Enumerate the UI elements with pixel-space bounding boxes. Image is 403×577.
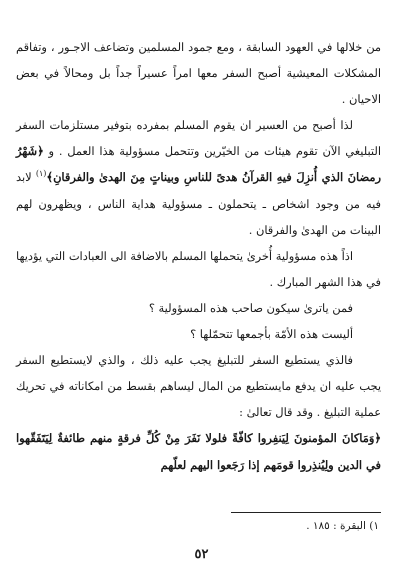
paragraph-2 [16, 112, 381, 242]
paragraph-5: فالذي يستطيع السفر للتبليغ يجب عليه ذلك ، والذي لايستطيع السفر يجب عليه ان يدفع مايستطيع من المال ليساهم بقسط من امكاناته في تحريك عملية التبليغ . وقد قال تعالىٰ : [16, 353, 381, 420]
question-2: أليست هذه الأمّة بأجمعها تتحمّلها ؟ [190, 327, 353, 342]
paragraph-2-text: لذا أصبح من العسير ان يقوم المسلم بمفرده بتوفير مستلزمات السفر التبليغي الآن تقوم هيئات من الخيّرين وتتحمل مسؤولية هذا العمل . و [16, 118, 382, 159]
quran-verse-tawbah: ﴿وَمَاكانَ المؤمنونَ لِيَنفِروا كافّةً فلولا نَفَرَ مِنْ كُلِّ فرقةٍ منهم طائفةٌ لِيَتَفَقّهوا في الدين ولِيُنذِروا قومَهم إذا رَجَعوا اليهم لعلّهم [16, 431, 381, 472]
paragraph-3: مسؤولية هداية الناس ، ويظهرون لهم البينات من الهدىٰ والفرقان . [16, 196, 381, 237]
paragraph-1: من خلالها في العهود السابقة ، ومع جمود المسلمين وتضاعف الاجـور ، وتفاقم المشكلات المعيشية أصبح السفر معها امراً عسيراً جداً بل ومحالاً في بعض الاحيان . [16, 40, 381, 107]
paragraph-2-continuation: لابد فيه من وجود اشخاص ـ يتحملون ـ [16, 170, 381, 211]
question-1: فمن ياترىٰ سيكون صاحب هذه المسؤولية ؟ [148, 300, 353, 315]
paragraph-4: اذاً هذه مسؤولية أُخرىٰ يتحملها المسلم بالاضافة الى العبادات التي يؤديها في هذا الشهر المبارك . [16, 248, 381, 289]
quran-verse-ramadan: ﴿شَهْرُ رمضانَ الذي أُنزِلَ فيهِ القرآنُ هدىً للناسِ وبيناتٍ مِنَ الهدىٰ والفرقانِ﴾ [16, 144, 381, 185]
body-text [16, 34, 381, 478]
footnote: ١) البقرة : ١٨٥ . [306, 520, 379, 532]
footnote-reference: (١) [35, 169, 47, 179]
footnote-separator [231, 512, 381, 513]
page-number: ٥٢ [194, 547, 209, 562]
